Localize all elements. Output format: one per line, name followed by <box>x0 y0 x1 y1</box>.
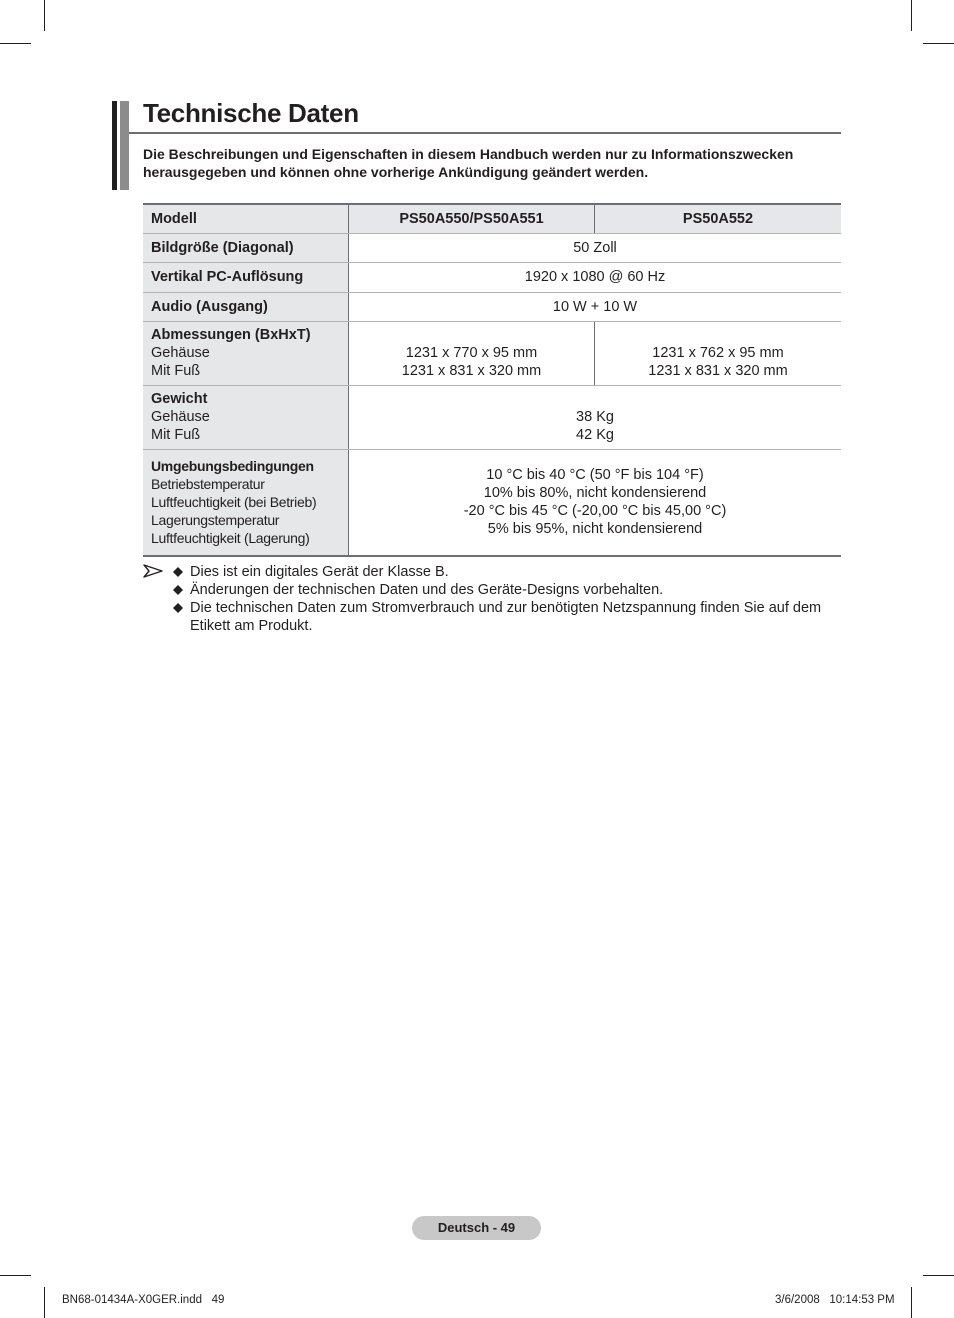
diamond-bullet-icon <box>173 567 183 577</box>
row-value: 1920 x 1080 @ 60 Hz <box>349 262 842 292</box>
row-label-sub: Gehäuse <box>151 345 210 361</box>
table-row <box>143 321 841 385</box>
row-label-sub: Betriebstemperatur <box>151 476 265 493</box>
row-label: Vertikal PC-Auflösung <box>143 262 349 292</box>
row-label-sub: Luftfeuchtigkeit (Lagerung) <box>151 530 310 547</box>
row-value <box>349 321 595 385</box>
diamond-bullet-icon <box>173 603 183 613</box>
title-accent-bar <box>112 101 129 190</box>
spec-table <box>143 203 841 557</box>
note-text: Die technischen Daten zum Stromverbrauch und zur benötigten Netzspannung finden Sie auf dem Etikett am Produkt. <box>190 600 822 634</box>
row-label-title: Gewicht <box>151 391 208 407</box>
row-label <box>143 385 349 449</box>
crop-mark <box>911 1287 912 1318</box>
crop-mark <box>911 0 912 31</box>
note-text: Dies ist ein digitales Gerät der Klasse B. <box>190 564 449 580</box>
crop-mark <box>44 1287 45 1318</box>
row-label-sub: Gehäuse <box>151 409 210 425</box>
row-label <box>143 449 349 556</box>
value-line: 1231 x 831 x 320 mm <box>648 363 788 379</box>
table-row <box>143 292 841 321</box>
row-label-title: Abmessungen (BxHxT) <box>151 327 311 343</box>
row-value <box>349 385 842 449</box>
value-line: 1231 x 762 x 95 mm <box>652 345 784 361</box>
table-row <box>143 204 841 233</box>
value-line: 38 Kg <box>576 409 614 425</box>
note-item <box>143 581 843 599</box>
value-line: -20 °C bis 45 °C (-20,00 °C bis 45,00 °C) <box>463 503 727 520</box>
row-label-sub: Luftfeuchtigkeit (bei Betrieb) <box>151 494 317 511</box>
intro-text: Die Beschreibungen und Eigenschaften in diesem Handbuch werden nur zu Informationszwecken herausgegeben und können ohne vorherige Ankündigung geändert werden. <box>143 146 794 180</box>
value-line: 5% bis 95%, nicht kondensierend <box>487 521 703 538</box>
header-model-1: PS50A550/PS50A551 <box>349 204 595 233</box>
row-label-title: Umgebungsbedingungen <box>151 458 314 475</box>
table-row <box>143 449 841 556</box>
crop-mark <box>923 43 954 44</box>
crop-mark <box>923 1275 954 1276</box>
table-row <box>143 233 841 262</box>
value-line: 10 °C bis 40 °C (50 °F bis 104 °F) <box>486 467 704 484</box>
page-title: Technische Daten <box>143 98 359 128</box>
row-value <box>595 321 842 385</box>
header-model-2: PS50A552 <box>595 204 842 233</box>
crop-mark <box>0 1275 31 1276</box>
page-number-badge: Deutsch - 49 <box>412 1216 541 1240</box>
note-item <box>143 563 843 581</box>
value-line: 10% bis 80%, nicht kondensierend <box>483 485 707 502</box>
header-label: Modell <box>143 204 349 233</box>
value-line: 1231 x 831 x 320 mm <box>401 363 542 379</box>
notes-list <box>143 563 843 635</box>
row-label: Audio (Ausgang) <box>143 292 349 321</box>
diamond-bullet-icon <box>173 585 183 595</box>
row-label <box>143 321 349 385</box>
row-label-sub: Lagerungstemperatur <box>151 512 280 529</box>
file-slug: BN68-01434A-X0GER.indd 49 <box>62 1294 225 1306</box>
title-rule <box>129 132 841 134</box>
crop-mark <box>44 0 45 31</box>
value-line: 42 Kg <box>576 427 614 443</box>
date-slug: 3/6/2008 10:14:53 PM <box>775 1294 895 1306</box>
row-label: Bildgröße (Diagonal) <box>143 233 349 262</box>
row-label-sub: Mit Fuß <box>151 363 201 379</box>
note-item <box>143 599 843 635</box>
table-row <box>143 262 841 292</box>
row-value <box>349 449 842 556</box>
note-text: Änderungen der technischen Daten und des Geräte-Designs vorbehalten. <box>190 582 664 598</box>
row-value: 10 W + 10 W <box>349 292 842 321</box>
crop-mark <box>0 43 31 44</box>
value-line: 1231 x 770 x 95 mm <box>405 345 538 361</box>
table-row <box>143 385 841 449</box>
row-label-sub: Mit Fuß <box>151 427 201 443</box>
row-value: 50 Zoll <box>349 233 842 262</box>
